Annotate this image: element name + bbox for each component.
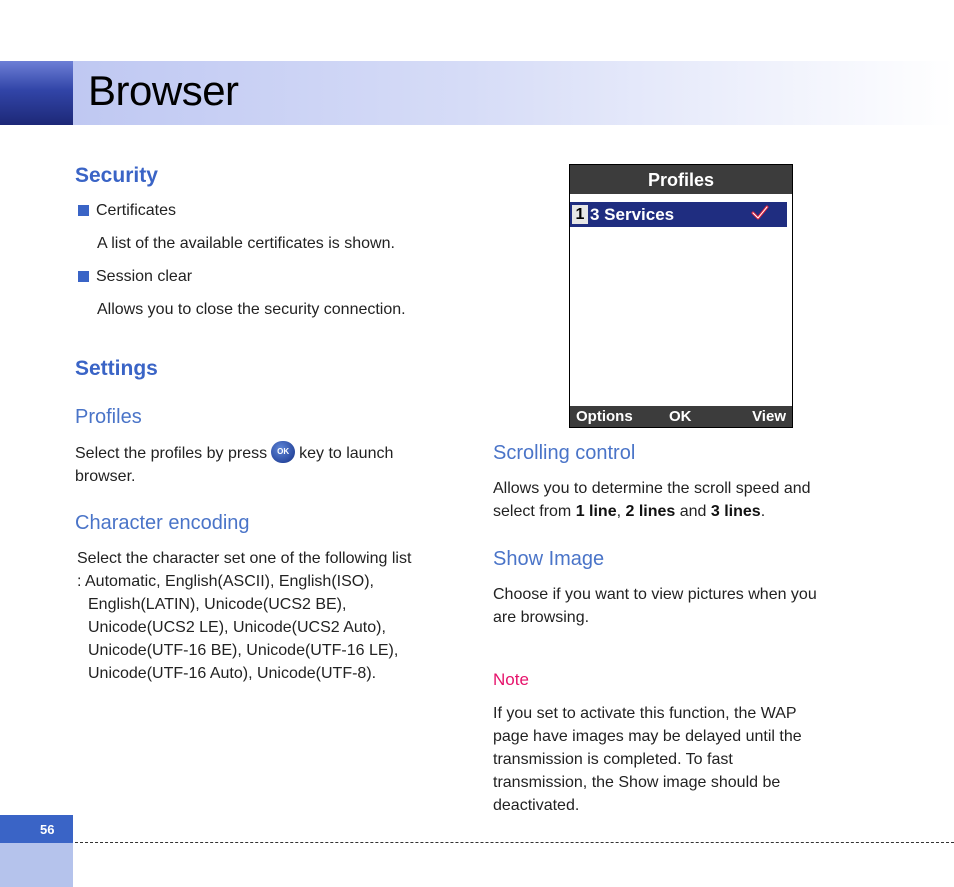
- charenc-line-5: Unicode(UTF-16 BE), Unicode(UTF-16 LE),: [88, 642, 399, 659]
- phone-screen-title: Profiles: [570, 165, 792, 194]
- session-clear-description: Allows you to close the security connection.: [97, 301, 406, 318]
- softkey-options: Options: [576, 408, 633, 425]
- separator-1: ,: [616, 503, 626, 520]
- scrolling-line-2: [493, 500, 765, 523]
- option-3-lines: 3 lines: [710, 503, 761, 520]
- sentence-end: .: [760, 503, 766, 520]
- header-accent-block: [0, 61, 73, 125]
- security-heading: Security: [75, 164, 158, 187]
- option-2-lines: 2 lines: [625, 503, 676, 520]
- profiles-text-part2: key to launch: [299, 445, 394, 462]
- certificates-label: Certificates: [96, 202, 177, 219]
- character-encoding-heading: Character encoding: [75, 512, 250, 534]
- check-mark-icon: [751, 204, 769, 229]
- footer-accent-block: [0, 843, 73, 887]
- charenc-line-3: English(LATIN), Unicode(UCS2 BE),: [88, 596, 347, 613]
- charenc-line-4: Unicode(UCS2 LE), Unicode(UCS2 Auto),: [88, 619, 386, 636]
- settings-heading: Settings: [75, 357, 158, 380]
- certificates-description: A list of the available certificates is shown.: [97, 235, 395, 252]
- session-clear-label: Session clear: [96, 268, 193, 285]
- show-image-line-2: are browsing.: [493, 609, 590, 626]
- option-1-line: 1 line: [575, 503, 617, 520]
- bullet-square-icon: [78, 271, 89, 282]
- bullet-square-icon: [78, 205, 89, 216]
- profiles-text: [75, 442, 455, 465]
- note-heading: Note: [493, 670, 529, 689]
- footer-dashed-divider: [75, 842, 954, 843]
- scrolling-line-1: Allows you to determine the scroll speed and: [493, 480, 811, 497]
- ok-key-icon: OK: [271, 441, 295, 463]
- page-number: 56: [40, 822, 55, 837]
- phone-screenshot: [569, 164, 793, 428]
- phone-item-number: 1: [572, 205, 588, 224]
- softkey-view: View: [752, 408, 786, 425]
- separator-2: and: [675, 503, 711, 520]
- profiles-heading: Profiles: [75, 406, 142, 428]
- note-line-2: page have images may be delayed until the: [493, 728, 802, 745]
- profiles-text-part1: Select the profiles by press: [75, 445, 268, 462]
- phone-item-label: 3 Services: [590, 205, 675, 224]
- scrolling-prefix: select from: [493, 503, 576, 520]
- phone-softkey-bar: [570, 406, 792, 427]
- charenc-line-2: : Automatic, English(ASCII), English(ISO),: [77, 573, 374, 590]
- charenc-line-6: Unicode(UTF-16 Auto), Unicode(UTF-8).: [88, 665, 377, 682]
- show-image-heading: Show Image: [493, 548, 605, 570]
- softkey-ok: OK: [669, 408, 692, 425]
- phone-list-item-selected: [570, 202, 787, 227]
- page-number-box: [0, 815, 73, 843]
- page-title: Browser: [88, 67, 239, 114]
- note-line-4: transmission, the Show image should be: [493, 774, 781, 791]
- scrolling-control-heading: Scrolling control: [493, 442, 636, 464]
- note-line-3: transmission is completed. To fast: [493, 751, 733, 768]
- show-image-line-1: Choose if you want to view pictures when you: [493, 586, 817, 603]
- note-line-5: deactivated.: [493, 797, 580, 814]
- profiles-text-part3: browser.: [75, 468, 136, 485]
- note-line-1: If you set to activate this function, the WAP: [493, 705, 797, 722]
- charenc-line-1: Select the character set one of the following list: [77, 550, 412, 567]
